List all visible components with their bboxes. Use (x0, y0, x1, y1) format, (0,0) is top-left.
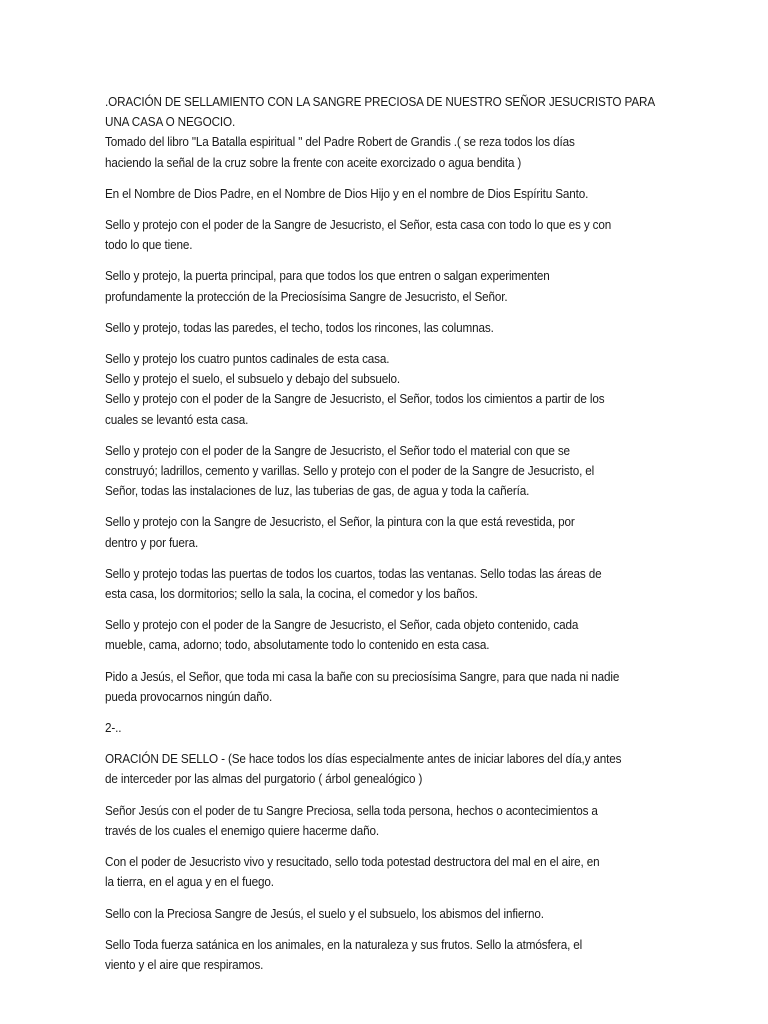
paragraph-invocation (105, 184, 663, 204)
paragraph (105, 667, 663, 707)
paragraph (105, 441, 663, 502)
paragraph-line: esta casa, los dormitorios; sello la sala, la cocina, el comedor y los baños. (105, 587, 478, 602)
paragraph (105, 215, 663, 255)
paragraph-line: pueda provocarnos ningún daño. (105, 689, 273, 704)
paragraph (105, 266, 663, 306)
paragraph-line: ORACIÓN DE SELLO - (Se hace todos los días especialmente antes de iniciar labores del día,y antes (105, 752, 622, 767)
paragraph (105, 512, 663, 552)
paragraph-line: de interceder por las almas del purgatorio ( árbol genealógico ) (105, 772, 423, 787)
paragraph-line: Sello y protejo, la puerta principal, para que todos los que entren o salgan experimenten (105, 269, 550, 284)
paragraph-line: Sello y protejo con el poder de la Sangre de Jesucristo, el Señor, esta casa con todo lo que es y con (105, 218, 612, 233)
paragraph-line: Sello con la Preciosa Sangre de Jesús, el suelo y el subsuelo, los abismos del infierno. (105, 906, 544, 921)
paragraph-line: Señor Jesús con el poder de tu Sangre Preciosa, sella toda persona, hechos o acontecimientos a (105, 803, 598, 818)
paragraph-line: En el Nombre de Dios Padre, en el Nombre de Dios Hijo y en el nombre de Dios Espíritu Santo. (105, 186, 589, 201)
paragraph (105, 564, 663, 604)
paragraph-line: profundamente la protección de la Preciosísima Sangre de Jesucristo, el Señor. (105, 289, 508, 304)
paragraph-line: Pido a Jesús, el Señor, que toda mi casa la bañe con su preciosísima Sangre, para que nada ni nadie (105, 669, 620, 684)
paragraph-line: Sello y protejo con el poder de la Sangre de Jesucristo, el Señor, cada objeto contenido, cada (105, 618, 579, 633)
paragraph-line: la tierra, en el agua y en el fuego. (105, 875, 274, 890)
paragraph-line: Sello Toda fuerza satánica en los animales, en la naturaleza y sus frutos. Sello la atmósfera, el (105, 937, 583, 952)
paragraph-line: mueble, cama, adorno; todo, absolutamente todo lo contenido en esta casa. (105, 638, 490, 653)
paragraph (105, 935, 663, 975)
paragraph (105, 318, 663, 338)
paragraph (105, 801, 663, 841)
paragraph-line: dentro y por fuera. (105, 535, 199, 550)
paragraph-line: Sello y protejo el suelo, el subsuelo y debajo del subsuelo. (105, 372, 401, 387)
paragraph-line: Sello y protejo, todas las paredes, el techo, todos los rincones, las columnas. (105, 320, 494, 335)
paragraph (105, 615, 663, 655)
heading-line: UNA CASA O NEGOCIO. (105, 115, 236, 130)
source-line: Tomado del libro "La Batalla espiritual " del Padre Robert de Grandis .( se reza todos los días (105, 135, 575, 150)
document-heading (105, 92, 663, 173)
paragraph (105, 349, 663, 430)
paragraph-line: construyó; ladrillos, cemento y varillas. Sello y protejo con el poder de la Sangre de Jesucristo, el (105, 464, 595, 479)
paragraph-line: Sello y protejo con la Sangre de Jesucristo, el Señor, la pintura con la que está revestida, por (105, 515, 575, 530)
paragraph-line: Sello y protejo con el poder de la Sangre de Jesucristo, el Señor, todos los cimientos a partir de los (105, 392, 605, 407)
section-heading (105, 749, 663, 789)
paragraph (105, 904, 663, 924)
paragraph-line: través de los cuales el enemigo quiere hacerme daño. (105, 823, 380, 838)
paragraph-line: todo lo que tiene. (105, 238, 193, 253)
paragraph-line: Señor, todas las instalaciones de luz, las tuberias de gas, de agua y toda la cañería. (105, 484, 530, 499)
section-number-text: 2-.. (105, 721, 122, 736)
heading-line: .ORACIÓN DE SELLAMIENTO CON LA SANGRE PRECIOSA DE NUESTRO SEÑOR JESUCRISTO PARA (105, 95, 655, 109)
paragraph-line: Sello y protejo los cuatro puntos cadinales de esta casa. (105, 352, 390, 367)
document-page (105, 92, 663, 986)
source-line: haciendo la señal de la cruz sobre la frente con aceite exorcizado o agua bendita ) (105, 155, 522, 170)
paragraph-line: Sello y protejo con el poder de la Sangre de Jesucristo, el Señor todo el material con que se (105, 443, 570, 458)
paragraph-line: viento y el aire que respiramos. (105, 957, 264, 972)
paragraph (105, 852, 663, 892)
paragraph-line: Sello y protejo todas las puertas de todos los cuartos, todas las ventanas. Sello todas las áreas de (105, 566, 602, 581)
paragraph-line: cuales se levantó esta casa. (105, 412, 249, 427)
paragraph-line: Con el poder de Jesucristo vivo y resucitado, sello toda potestad destructora del mal en el aire, en (105, 855, 600, 870)
section-number (105, 718, 663, 738)
